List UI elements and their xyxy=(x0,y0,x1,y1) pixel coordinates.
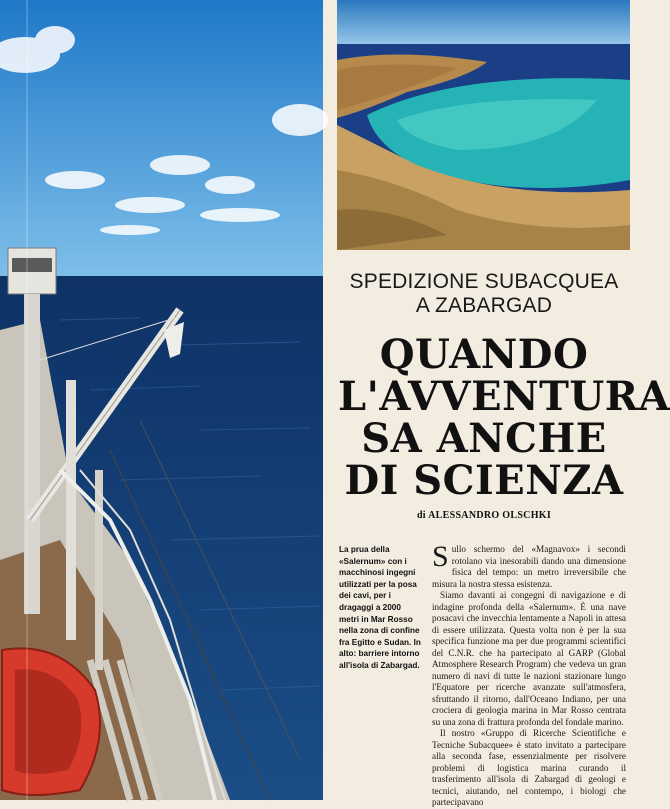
body-paragraph-3: Il nostro «Gruppo di Ricerche Scientifiche e Tecniche Subacquee» è stato invitato a partecipare alla seconda fase, essenzialmente per risolvere problemi di logistica marina curando il trasferimento all'isola di Zabargad di geologi e tecnici, aiutando, nel contempo, i biologi che partecipavano xyxy=(432,728,626,807)
kicker-line-2: A ZABARGAD xyxy=(415,294,553,317)
photo-caption: La prua della «Salernum» con i macchinosi ingegni utilizzati per la posa dei cavi, per i dragaggi a 2000 metri in Mar Rosso nella zona di confine fra Egitto e Sudan. In alto: barriere intorno all'isola di Zabargad. xyxy=(339,545,421,670)
body-paragraph-1-text: ullo schermo del «Magnavox» i secondi rotolano via inesorabili dando una dimensione fisica del tempo: un metro irreversibile che misura la nostra stessa esistenza. xyxy=(432,544,626,589)
article-body xyxy=(432,540,626,807)
drop-cap: S xyxy=(432,540,449,573)
headline-line-4: DI SCIENZA xyxy=(344,457,624,504)
island-reef-photo xyxy=(337,0,630,250)
body-paragraph-1 xyxy=(432,540,626,590)
kicker-line-1: SPEDIZIONE SUBACQUEA xyxy=(349,270,619,293)
article-headline xyxy=(338,331,670,504)
article-kicker xyxy=(338,270,630,318)
headline-line-1: QUANDO xyxy=(379,331,589,378)
headline-line-2: L'AVVENTURA xyxy=(338,373,670,420)
headline-line-3: SA ANCHE xyxy=(361,415,607,462)
byline: di ALESSANDRO OLSCHKI xyxy=(416,510,552,521)
ship-bow-photo xyxy=(0,0,323,800)
body-paragraph-2: Siamo davanti ai congegni di navigazione e di indagine profonda della «Salernum». È una nave posacavi che invecchia lentamente a Napoli in attesa di essere utilizzata. Questa volta non è per la sua specifica funzione ma per due programmi scientifici del C.N.R. che ha partecipato al GARP (Global Atmosphere Research Program) che vedeva un gran numero di navi di tutte le nazioni stazionare lungo l'Equatore per ricerche avanzate sull'atmosfera, sfruttando il ritorno, dall'Oceano Indiano, per una crociera di geologia marina in Mar Rosso centrata su una zona di frattura profonda del fondale marino. xyxy=(432,590,626,727)
